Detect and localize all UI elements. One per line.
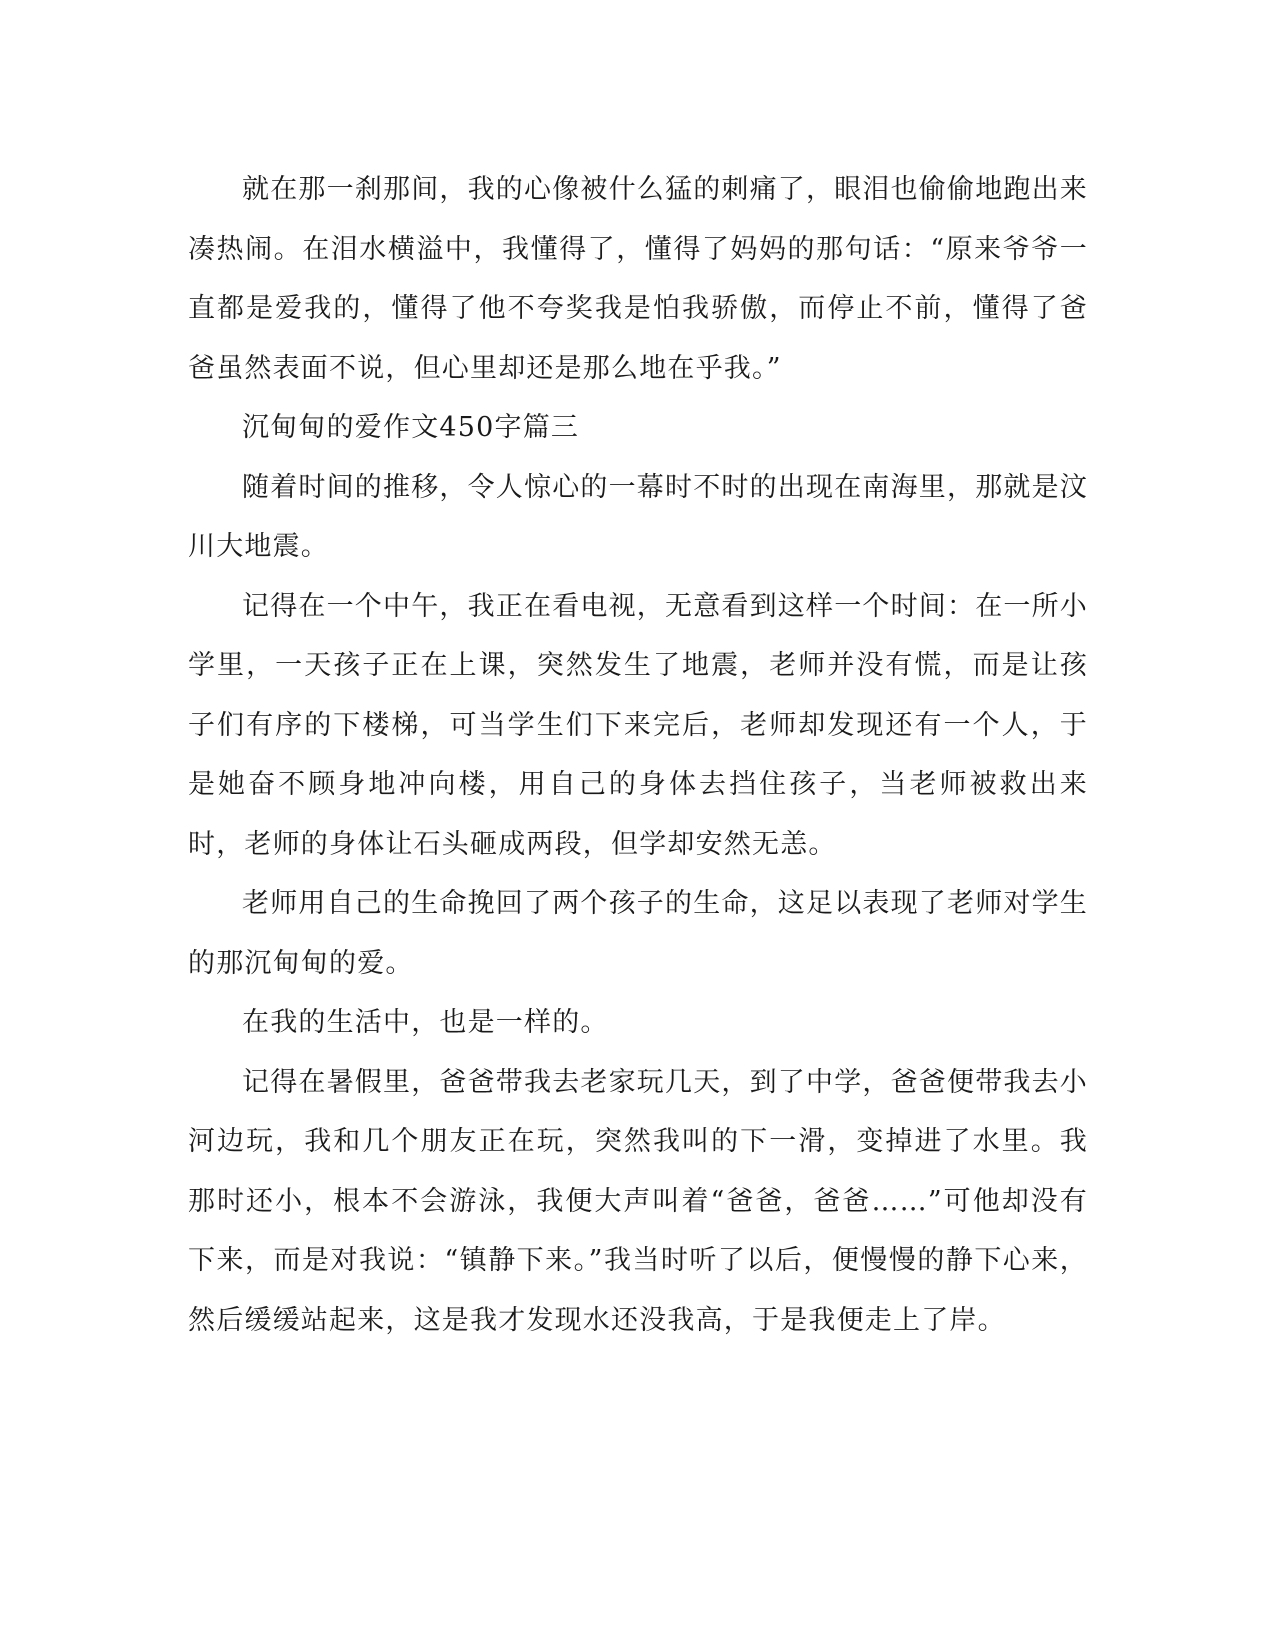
paragraph: 记得在暑假里，爸爸带我去老家玩几天，到了中学，爸爸便带我去小河边玩，我和几个朋友正在玩，突然我叫的下一滑，变掉进了水里。我那时还小，根本不会游泳，我便大声叫着“爸爸，爸爸……”可他却没有下来，而是对我说：“镇静下来。”我当时听了以后，便慢慢的静下心来，然后缓缓站起来，这是我才发现水还没我高，于是我便走上了岸。 xyxy=(188,1066,1088,1336)
paragraph: 随着时间的推移，令人惊心的一幕时不时的出现在南海里，那就是汶川大地震。 xyxy=(188,471,1088,562)
paragraph: 老师用自己的生命挽回了两个孩子的生命，这足以表现了老师对学生的那沉甸甸的爱。 xyxy=(188,888,1088,979)
document-body xyxy=(188,160,1088,1350)
paragraph: 在我的生活中，也是一样的。 xyxy=(242,1007,609,1038)
paragraph: 记得在一个中午，我正在看电视，无意看到这样一个时间：在一所小学里，一天孩子正在上课，突然发生了地震，老师并没有慌，而是让孩子们有序的下楼梯，可当学生们下来完后，老师却发现还有一个人，于是她奋不顾身地冲向楼，用自己的身体去挡住孩子，当老师被救出来时，老师的身体让石头砸成两段，但学却安然无恙。 xyxy=(188,590,1088,860)
section-heading: 沉甸甸的爱作文450字篇三 xyxy=(242,412,580,443)
paragraph: 就在那一刹那间，我的心像被什么猛的刺痛了，眼泪也偷偷地跑出来凑热闹。在泪水横溢中，我懂得了，懂得了妈妈的那句话：“原来爷爷一直都是爱我的，懂得了他不夸奖我是怕我骄傲，而停止不前，懂得了爸爸虽然表面不说，但心里却还是那么地在乎我。” xyxy=(188,174,1088,384)
